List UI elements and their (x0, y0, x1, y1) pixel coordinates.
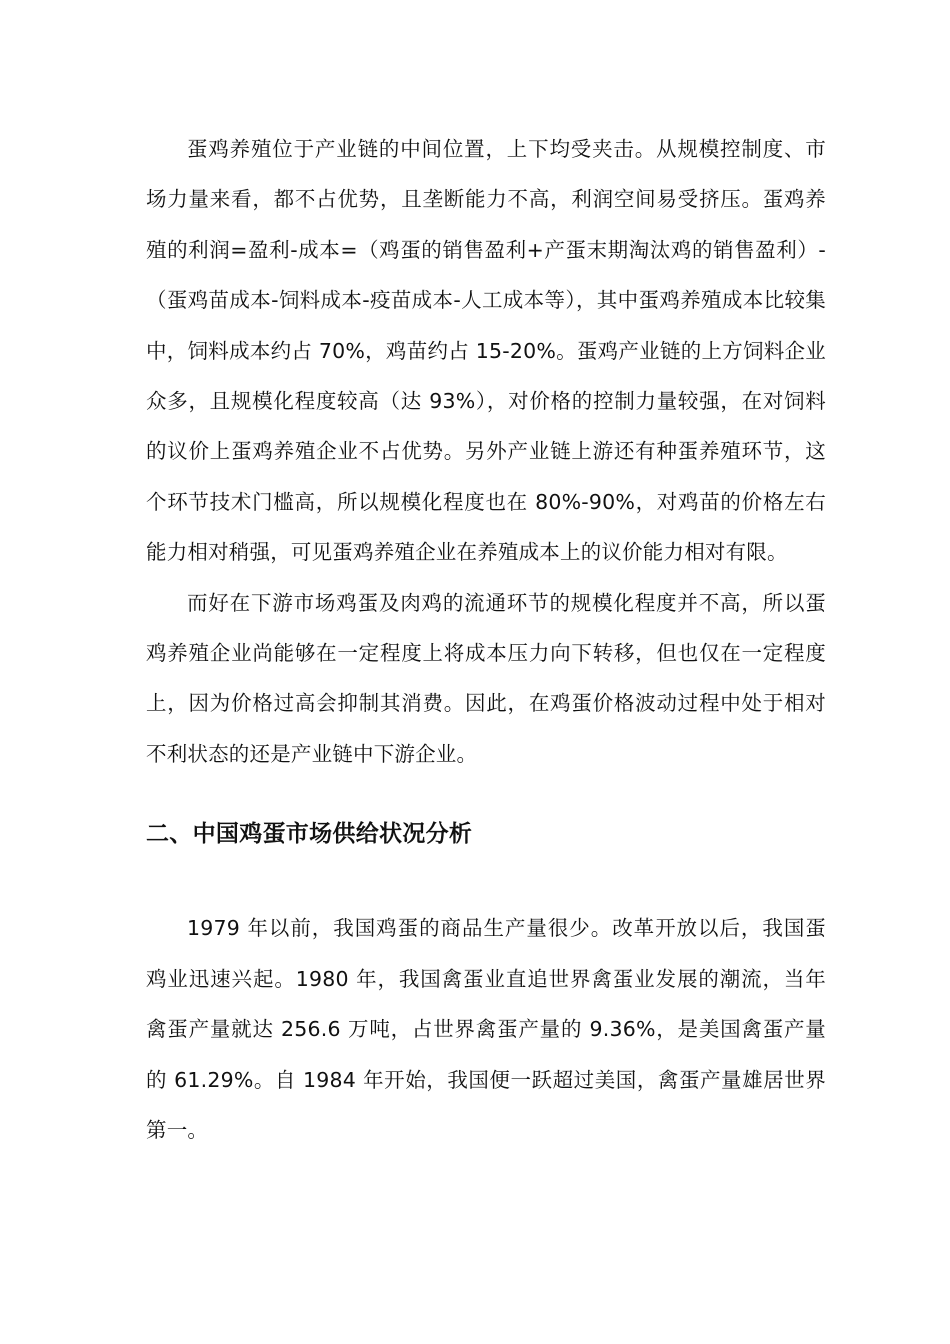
paragraph-downstream-market: 而好在下游市场鸡蛋及肉鸡的流通环节的规模化程度并不高，所以蛋鸡养殖企业尚能够在一定程度上将成本压力向下转移，但也仅在一定程度上，因为价格过高会抑制其消费。因此，在鸡蛋价格波动过程中处于相对不利状态的还是产业链中下游企业。 (146, 590, 826, 766)
paragraph-egg-production-history: 1979 年以前，我国鸡蛋的商品生产量很少。改革开放以后，我国蛋鸡业迅速兴起。1980 年，我国禽蛋业直追世界禽蛋业发展的潮流，当年禽蛋产量就达 256.6 万吨，占世界禽蛋产量的 9.36%，是美国禽蛋产量的 61.29%。自 1984 年开始，我国便一跃超过美国，禽蛋产量雄居世界第一。 (146, 916, 826, 1142)
section-heading-supply-analysis: 二、中国鸡蛋市场供给状况分析 (146, 821, 473, 848)
document-body (146, 124, 826, 1155)
paragraph-egg-farming-position: 蛋鸡养殖位于产业链的中间位置，上下均受夹击。从规模控制度、市场力量来看，都不占优势，且垄断能力不高，利润空间易受挤压。蛋鸡养殖的利润=盈利-成本=（鸡蛋的销售盈利+产蛋末期淘汰鸡的销售盈利）-（蛋鸡苗成本-饲料成本-疫苗成本-人工成本等），其中蛋鸡养殖成本比较集中，饲料成本约占 70%，鸡苗约占 15-20%。蛋鸡产业链的上方饲料企业众多，且规模化程度较高（达 93%），对价格的控制力量较强，在对饲料的议价上蛋鸡养殖企业不占优势。另外产业链上游还有种蛋养殖环节，这个环节技术门槛高，所以规模化程度也在 80%-90%，对鸡苗的价格左右能力相对稍强，可见蛋鸡养殖企业在养殖成本上的议价能力相对有限。 (146, 137, 826, 565)
